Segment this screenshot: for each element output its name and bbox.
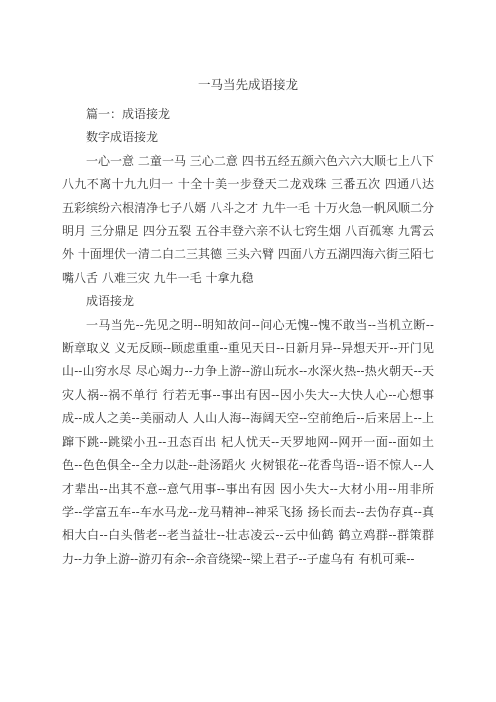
document-title: 一马当先成语接龙 — [197, 77, 298, 92]
number-idioms-paragraph: 一心一意 二童一马 三心二意 四书五经五颜六色六六大顺七上八下 八九不离十九九归一 十全十美一步登天二龙戏珠 三番五次 四通八达 五彩缤纷六根清净七子八婿 八斗之才 九牛一毛 十万火急一帆风顺二分明月 三分鼎足 四分五裂 五谷丰登六亲不认七窍生烟 八百孤寒 九霄云外 十面埋伏一清二白二三其德 三头六臂 四面八方五湖四海六街三陌七嘴八舌 八难三灾 九牛一毛 十拿九稳 — [62, 153, 434, 285]
section-heading: 篇一：成语接龙 — [86, 107, 171, 121]
subsection-heading-chain: 成语接龙 — [86, 294, 135, 309]
subsection-heading-numbers: 数字成语接龙 — [86, 130, 159, 145]
idiom-chain-paragraph: 一马当先--先见之明--明知故问--问心无愧--愧不敢当--当机立断--断章取义 义无反顾--顾虑重重--重见天日--日新月异--异想天开--开门见山--山穷水尽 尽心竭力--力争上游--游山玩水--水深火热--热火朝天--天灾人祸--祸不单行 行若无事--事出有因--因小失大--大快人心--心想事成--成人之美--美丽动人 人山人海--海阔天空--空前绝后--后来居上--上蹿下跳--跳梁小丑--丑态百出 杞人忧天--天罗地网--网开一面--面如土色--色色俱全--全力以赴--赴汤蹈火 火树银花--花香鸟语--语不惊人--人才辈出--出其不意--意气用事--事出有因 因小失大--大材小用--用非所学--学富五车--车水马龙--龙马精神--神采飞扬 扬长而去--去伪存真--真相大白--白头偕老--老当益壮--壮志凌云--云中仙鹤 鹤立鸡群--群策群力--力争上游--游刃有余--余音绕梁--梁上君子--子虚乌有 有机可乘-- — [62, 317, 434, 566]
